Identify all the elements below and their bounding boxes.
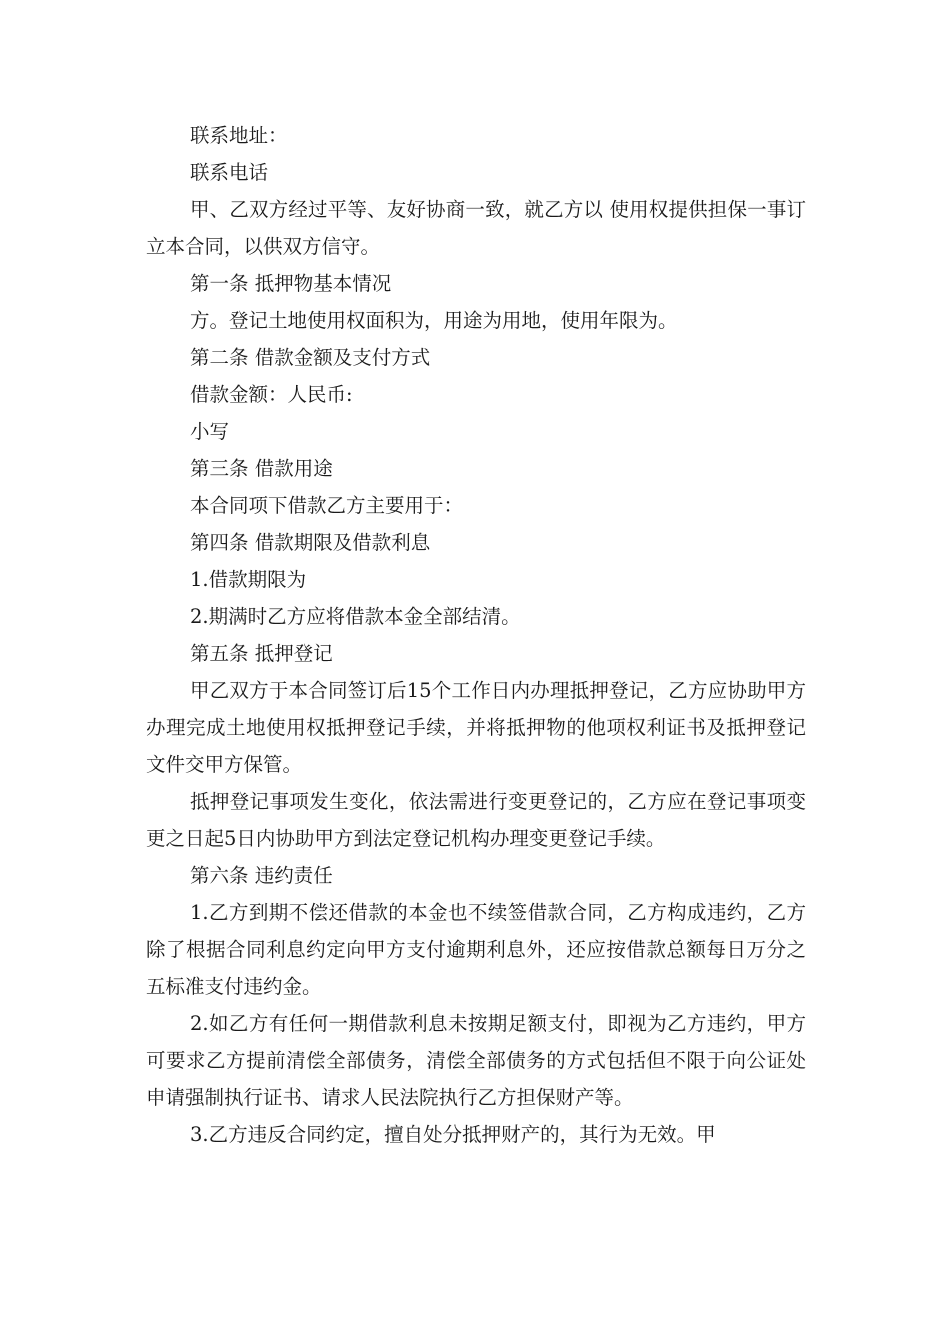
loan-amount-lowercase: 小写 <box>190 420 230 443</box>
article-1-heading: 第一条 抵押物基本情况 <box>190 272 392 295</box>
article-1-body: 方。登记土地使用权面积为，用途为用地，使用年限为。 <box>190 309 678 332</box>
article-5-paragraph-1: 甲乙双方于本合同签订后15个工作日内办理抵押登记，乙方应协助甲方办理完成土地使用权抵押登记手续，并将抵押物的他项权利证书及抵押登记文件交甲方保管。 <box>146 679 806 776</box>
article-6-item-3: 3.乙方违反合同约定，擅自处分抵押财产的，其行为无效。甲 <box>190 1123 716 1146</box>
article-6-item-1: 1.乙方到期不偿还借款的本金也不续签借款合同，乙方构成违约，乙方除了根据合同利息约定向甲方支付逾期利息外，还应按借款总额每日万分之五标准支付违约金。 <box>146 901 806 998</box>
article-6-heading: 第六条 违约责任 <box>190 864 333 887</box>
loan-amount-line: 借款金额：人民币: <box>190 383 353 406</box>
article-4-item-1: 1.借款期限为 <box>190 568 307 591</box>
article-3-heading: 第三条 借款用途 <box>190 457 333 480</box>
article-5-heading: 第五条 抵押登记 <box>190 642 333 665</box>
article-4-item-2: 2.期满时乙方应将借款本金全部结清。 <box>190 605 521 628</box>
article-2-heading: 第二条 借款金额及支付方式 <box>190 346 431 369</box>
article-3-body: 本合同项下借款乙方主要用于： <box>190 494 464 517</box>
article-4-heading: 第四条 借款期限及借款利息 <box>190 531 431 554</box>
document-body <box>146 117 806 1153</box>
article-6-item-2: 2.如乙方有任何一期借款利息未按期足额支付，即视为乙方违约，甲方可要求乙方提前清偿全部债务，清偿全部债务的方式包括但不限于向公证处申请强制执行证书、请求人民法院执行乙方担保财产等。 <box>146 1012 806 1109</box>
article-5-paragraph-2: 抵押登记事项发生变化，依法需进行变更登记的，乙方应在登记事项变更之日起5日内协助甲方到法定登记机构办理变更登记手续。 <box>146 790 806 850</box>
contact-phone: 联系电话 <box>190 161 269 184</box>
preamble-paragraph: 甲、乙双方经过平等、友好协商一致，就乙方以 使用权提供担保一事订立本合同，以供双方信守。 <box>146 198 806 258</box>
contact-address: 联系地址： <box>190 124 288 147</box>
